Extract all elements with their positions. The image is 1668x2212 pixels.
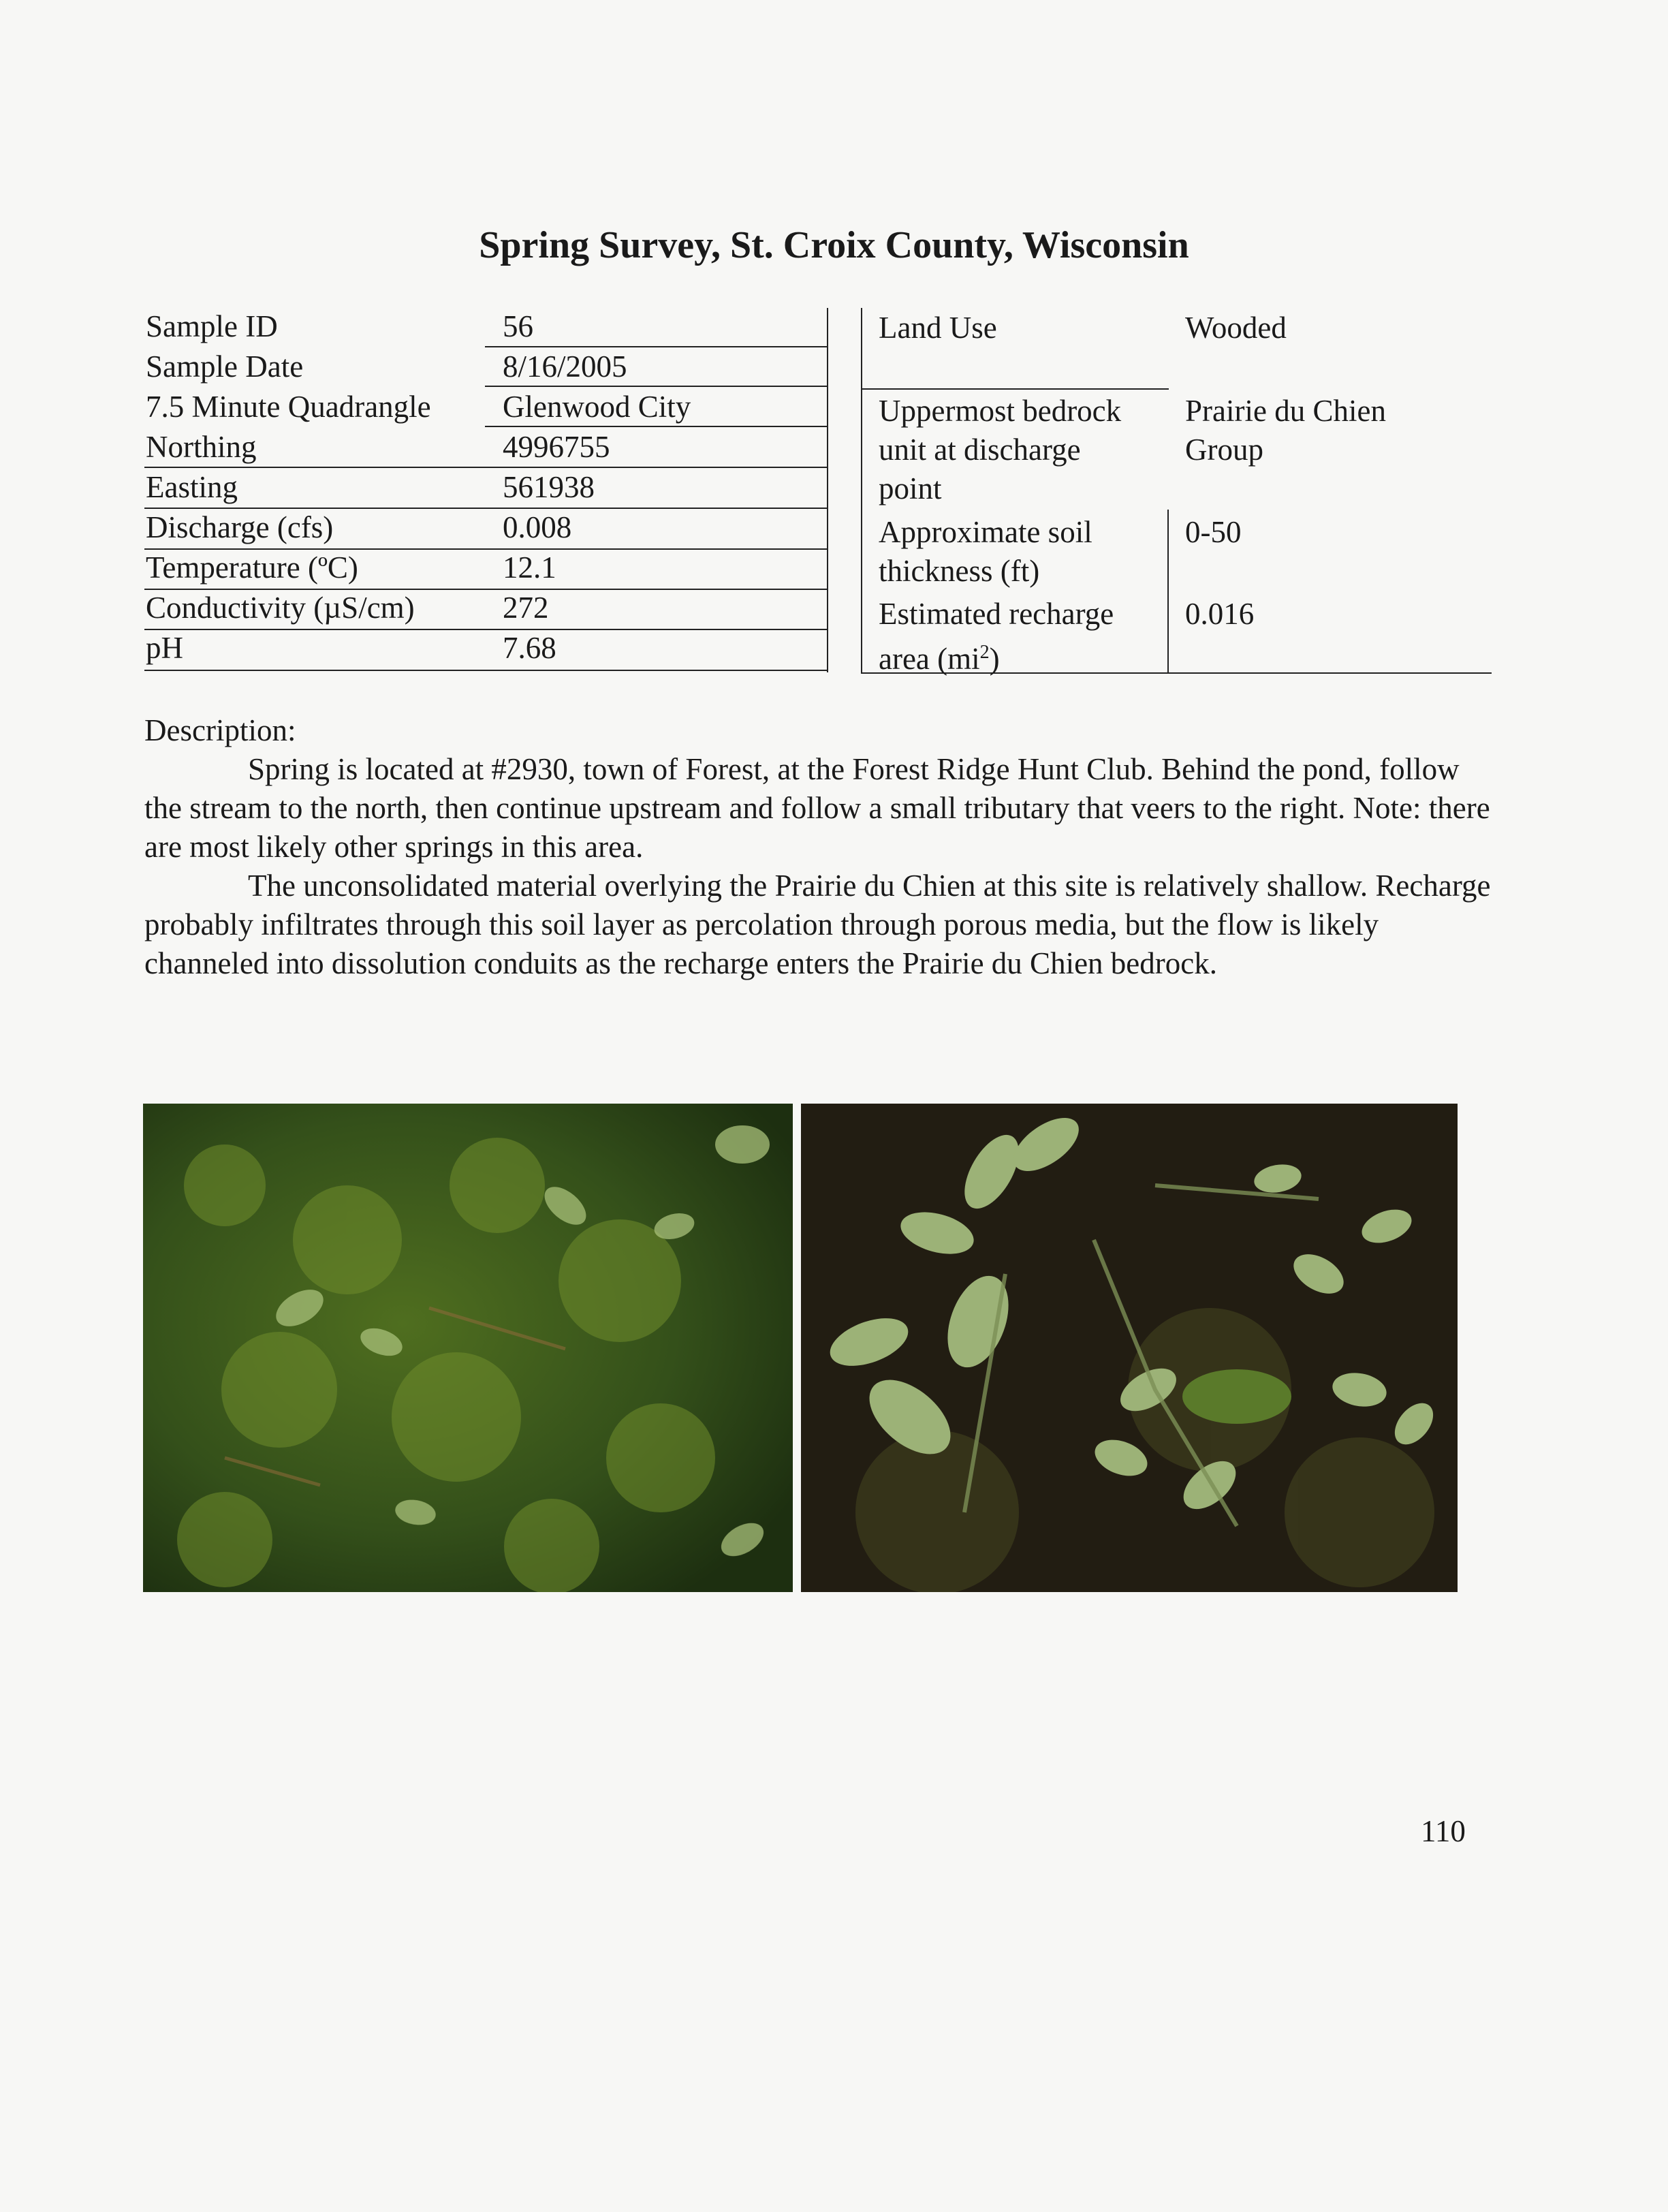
recharge-label-line-1: Estimated recharge (879, 597, 1114, 631)
page-title: Spring Survey, St. Croix County, Wisconsin (479, 224, 1189, 266)
bedrock-value-line-2: Group (1185, 433, 1263, 467)
land-use-label: Land Use (879, 311, 997, 345)
temperature-value: 12.1 (503, 550, 556, 585)
northing-label: Northing (146, 430, 257, 464)
description-paragraph-1: Spring is located at #2930, town of Forest, at the Forest Ridge Hunt Club. Behind the pond, follow the stream to the north, then continue upstream and follow a small tributary that veers to the right. Note: there are most likely other springs in this area. (144, 752, 1490, 864)
easting-label: Easting (146, 470, 238, 504)
sample-date-label: Sample Date (146, 349, 304, 384)
conductivity-value: 272 (503, 591, 549, 625)
temperature-label: Temperature (ºC) (146, 550, 358, 585)
bedrock-label-line-2: unit at discharge (879, 433, 1081, 467)
bedrock-label-line-3: point (879, 471, 942, 505)
spring-photo-left (143, 1104, 793, 1592)
recharge-label-close: ) (989, 642, 1000, 676)
conductivity-label: Conductivity (µS/cm) (146, 591, 415, 625)
recharge-label-superscript: 2 (979, 642, 990, 663)
description-paragraph-2: The unconsolidated material overlying the Prairie du Chien at this site is relatively shallow. Recharge probably infiltrates through this soil layer as percolation through porous media, but the flow is likely channeled into dissolution conduits as the recharge enters the Prairie du Chien bedrock. (144, 869, 1491, 980)
recharge-label-text: area (mi (879, 642, 980, 676)
soil-label-line-2: thickness (ft) (879, 554, 1040, 588)
bedrock-label-line-1: Uppermost bedrock (879, 394, 1122, 428)
easting-value: 561938 (503, 470, 595, 504)
bedrock-value-line-1: Prairie du Chien (1185, 394, 1386, 428)
description-heading: Description: (144, 713, 296, 747)
spring-photo-right (801, 1104, 1458, 1592)
ph-label: pH (146, 631, 183, 665)
quadrangle-value: Glenwood City (503, 390, 691, 424)
sample-date-value: 8/16/2005 (503, 349, 627, 384)
description (144, 711, 1493, 983)
northing-value: 4996755 (503, 430, 610, 464)
ph-value: 7.68 (503, 631, 556, 665)
page-number: 110 (1421, 1814, 1466, 1848)
discharge-value: 0.008 (503, 510, 572, 544)
recharge-label-line-2 (879, 633, 1000, 679)
soil-label-line-1: Approximate soil (879, 515, 1092, 549)
sample-id-value: 56 (503, 309, 533, 343)
sample-id-label: Sample ID (146, 309, 278, 343)
recharge-value: 0.016 (1185, 597, 1255, 631)
soil-value: 0-50 (1185, 515, 1242, 549)
land-use-value: Wooded (1185, 311, 1287, 345)
discharge-label: Discharge (cfs) (146, 510, 334, 544)
quadrangle-label: 7.5 Minute Quadrangle (146, 390, 431, 424)
